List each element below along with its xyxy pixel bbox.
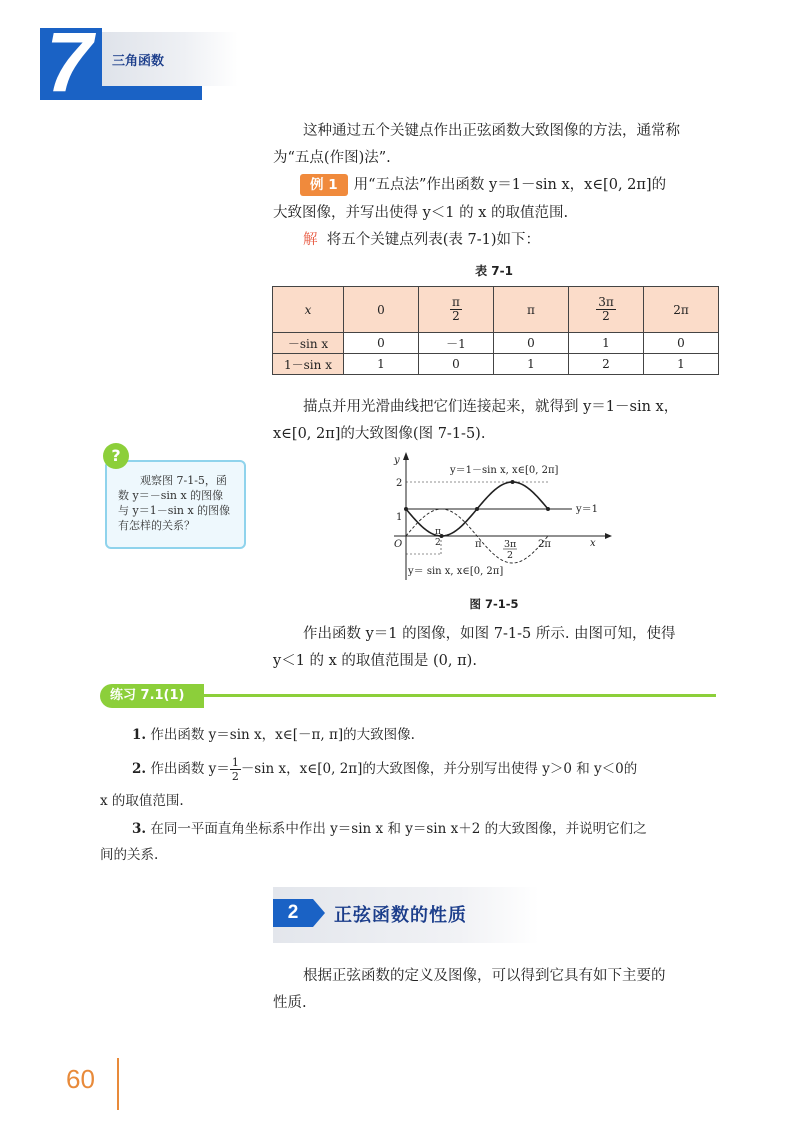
x-tick-2pi: 2π [538, 539, 551, 550]
key-point [546, 507, 550, 511]
practice-item-3 [132, 816, 722, 842]
table-col-three-half-pi [569, 287, 644, 333]
side-note-text [118, 473, 236, 533]
section-arrow-icon [313, 899, 325, 927]
after-table-line-1: 描点并用光滑曲线把它们连接起来，就得到 y＝1－sin x， [303, 399, 679, 415]
practice-item-3-line-2: 间的关系. [100, 847, 159, 863]
table-cell: 1 [344, 354, 419, 375]
table-header-row [273, 287, 719, 333]
x-tick-half-pi-den: 2 [435, 538, 441, 548]
example-line-1 [300, 172, 720, 199]
x-tick-half-pi-num: π [435, 527, 441, 537]
table-col-half-pi-num: π [452, 295, 460, 309]
example-line-2: 大致图像，并写出使得 y＜1 的 x 的取值范围. [273, 205, 569, 221]
table-col-pi: π [494, 287, 569, 333]
practice-item-text: －sin x，x∈[0, 2π]的大致图像，并分别写出使得 y＞0 和 y＜0的 [240, 761, 638, 777]
table-row-label: －sin x [273, 333, 344, 354]
side-note-line: 观察图 7-1-5，函 [140, 474, 227, 487]
table-col-2pi: 2π [644, 287, 719, 333]
y-axis-label: y [394, 455, 400, 466]
table-caption: 表 7-1 [475, 264, 513, 278]
intro-line-1: 这种通过五个关键点作出正弦函数大致图像的方法，通常称 [303, 123, 680, 139]
table-cell: 0 [419, 354, 494, 375]
practice-item-text: 作出函数 y＝ [150, 761, 230, 777]
table-cell: 1 [494, 354, 569, 375]
closing-line-2: 性质. [273, 995, 307, 1011]
table-row [273, 354, 719, 375]
x-axis-label: x [590, 538, 596, 549]
example-tag: 例 1 [300, 174, 348, 196]
practice-item-num: 2. [132, 761, 147, 777]
intro-line-2: 为“五点(作图)法”. [273, 150, 391, 166]
table-cell: 1 [569, 333, 644, 354]
chapter-number: 7 [46, 15, 91, 109]
section-title: 正弦函数的性质 [334, 905, 467, 926]
practice-frac-num: 1 [231, 756, 239, 769]
page-number-bar [117, 1058, 119, 1110]
practice-tag: 练习 7.1(1) [100, 684, 204, 708]
origin-label: O [394, 539, 403, 550]
solution-line [303, 227, 715, 254]
figure-caption: 图 7-1-5 [469, 597, 519, 611]
key-point [511, 480, 515, 484]
table-col-0: 0 [344, 287, 419, 333]
practice-item-num: 1. [132, 727, 147, 743]
practice-item-text: 在同一平面直角坐标系中作出 y＝sin x 和 y＝sin x＋2 的大致图像，并说明它们之 [150, 821, 647, 837]
line-y1-label: y＝1 [576, 504, 599, 515]
practice-item-2 [132, 756, 732, 783]
key-point [404, 507, 408, 511]
conclusion-line-2: y＜1 的 x 的取值范围是 (0, π). [273, 653, 477, 669]
table-cell: 0 [494, 333, 569, 354]
closing-line-1: 根据正弦函数的定义及图像，可以得到它具有如下主要的 [303, 968, 666, 984]
after-table-line-2: x∈[0, 2π]的大致图像(图 7-1-5). [273, 426, 486, 442]
y-tick-2: 2 [396, 478, 403, 489]
page-number: 60 [66, 1064, 95, 1094]
solution-tag: 解 [303, 232, 318, 248]
side-note-line: 与 y＝1－sin x 的图像 [118, 504, 231, 517]
table-cell: －1 [419, 333, 494, 354]
table-col-half-pi-den: 2 [452, 309, 460, 323]
practice-item-1 [132, 722, 722, 748]
table-cell: 0 [644, 333, 719, 354]
table-cell: 2 [569, 354, 644, 375]
x-tick-three-half-pi-den: 2 [507, 550, 514, 561]
practice-item-2-line-2: x 的取值范围. [100, 793, 184, 809]
table-col-three-half-pi-den: 2 [602, 309, 610, 323]
x-tick-pi: π [475, 539, 482, 550]
value-table [272, 286, 719, 375]
table-row [273, 333, 719, 354]
side-note-line: 有怎样的关系？ [118, 519, 195, 532]
table-col-three-half-pi-num: 3π [598, 295, 614, 309]
conclusion-line-1: 作出函数 y＝1 的图像，如图 7-1-5 所示. 由图可知，使得 [303, 626, 676, 642]
practice-rule [204, 694, 716, 697]
table-cell: 0 [344, 333, 419, 354]
y-axis-arrow [403, 452, 409, 460]
solution-text: 将五个关键点列表(表 7-1)如下： [326, 232, 540, 248]
question-icon: ? [103, 443, 129, 469]
curve2-label: y＝ sin x, x∈[0, 2π] [408, 566, 504, 577]
side-note-line: 数 y＝－sin x 的图像 [118, 489, 224, 502]
practice-item-text: 作出函数 y＝sin x，x∈[－π, π]的大致图像. [150, 727, 415, 743]
sine-figure [380, 448, 620, 588]
section-number: 2 [273, 899, 313, 927]
example-text-1: 用“五点法”作出函数 y＝1－sin x，x∈[0, 2π]的 [353, 177, 667, 193]
key-point [475, 507, 479, 511]
chapter-title: 三角函数 [112, 54, 165, 69]
x-tick-three-half-pi-num: 3π [504, 539, 517, 550]
x-axis-arrow [605, 533, 612, 539]
table-cell: 1 [644, 354, 719, 375]
curve1-label: y＝1－sin x, x∈[0, 2π] [450, 465, 559, 476]
table-row-label: 1－sin x [273, 354, 344, 375]
chapter-band-lower [102, 86, 202, 100]
y-tick-1: 1 [396, 512, 403, 523]
table-header-x: x [273, 287, 344, 333]
table-col-half-pi [419, 287, 494, 333]
practice-item-num: 3. [132, 821, 147, 837]
practice-frac-den: 2 [231, 770, 239, 783]
